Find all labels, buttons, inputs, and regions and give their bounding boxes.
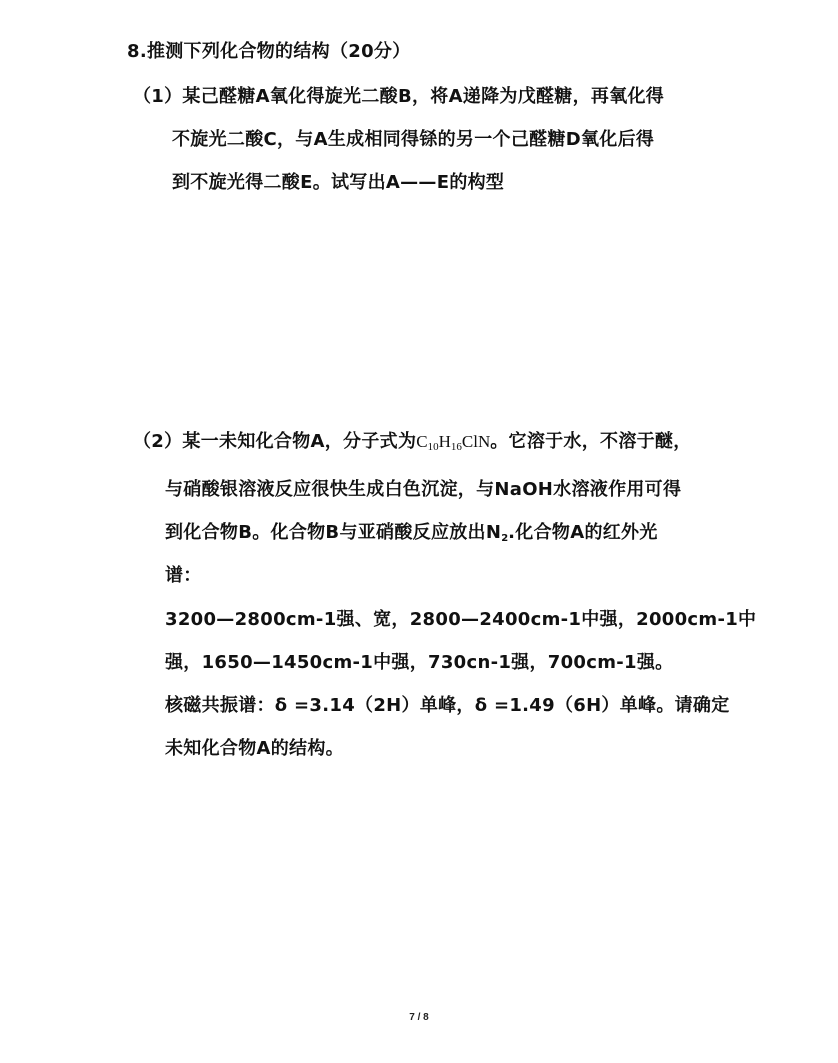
ir-spectrum-line-1: 3200—2800cm-1强、宽，2800—2400cm-1中强，2000cm-1中 [165, 609, 757, 630]
part2-line-final: 未知化合物A的结构。 [165, 738, 344, 759]
part2-line-1-prefix: （2）某一未知化合物A，分子式为 [133, 431, 417, 452]
part1-line-1: （1）某己醛糖A氧化得旋光二酸B，将A递降为戊醛糖，再氧化得 [133, 86, 665, 107]
part2-line-3: 到化合物B。化合物B与亚硝酸反应放出N2.化合物A的红外光 [165, 522, 658, 544]
page-number: 7 / 8 [409, 1012, 429, 1023]
part2-line-1 [133, 430, 692, 459]
part1-line-3: 到不旋光得二酸E。试写出A——E的构型 [172, 172, 505, 193]
part2-line-4: 谱： [165, 565, 202, 586]
molecular-formula: $C_{10}H_{16}ClN$ [416, 432, 491, 453]
nitrogen-subscript: 2 [501, 533, 509, 544]
part2-line-1-suffix: 。它溶于水，不溶于醚， [490, 431, 692, 452]
ir-spectrum-line-2: 强，1650—1450cm-1中强，730cn-1强，700cm-1强。 [165, 652, 674, 673]
nmr-spectrum-line: 核磁共振谱：δ =3.14（2H）单峰，δ =1.49（6H）单峰。请确定 [165, 695, 730, 716]
question-title: 8.推测下列化合物的结构（20分） [127, 41, 411, 62]
part1-line-2: 不旋光二酸C，与A生成相同得铩的另一个己醛糖D氧化后得 [172, 129, 655, 150]
part2-line-2: 与硝酸银溶液反应很快生成白色沉淀，与NaOH水溶液作用可得 [165, 479, 682, 500]
